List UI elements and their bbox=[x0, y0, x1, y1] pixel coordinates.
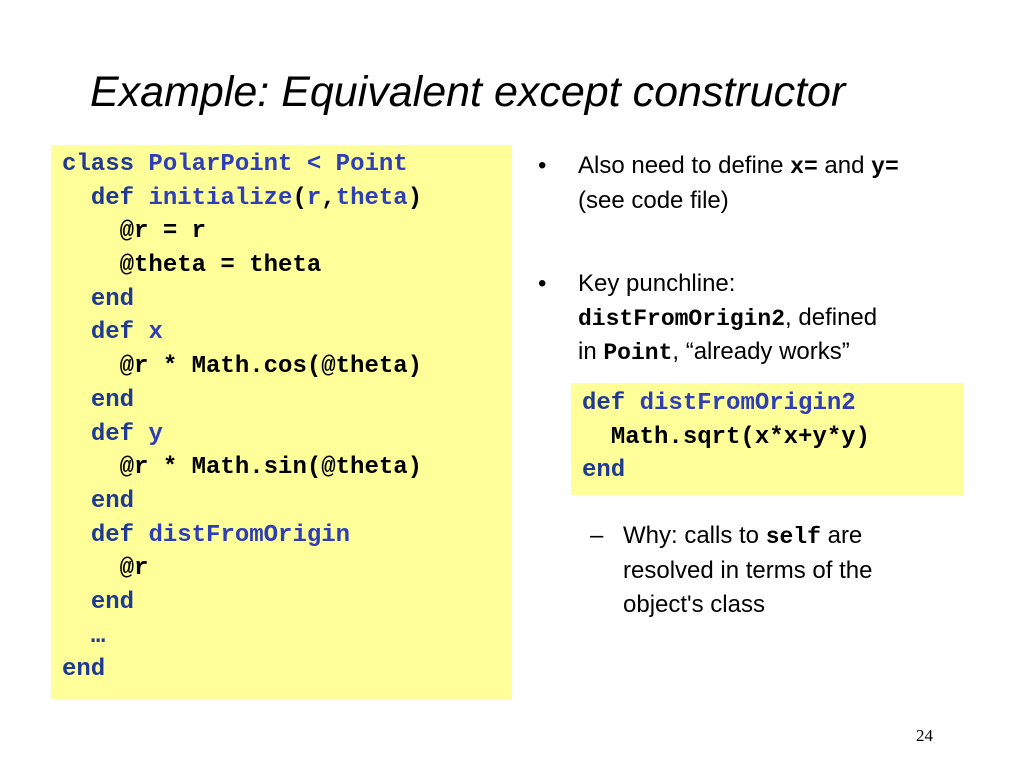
code-keyword: end bbox=[90, 487, 135, 515]
slide-title: Example: Equivalent except constructor bbox=[90, 68, 846, 116]
code-line bbox=[62, 586, 512, 620]
inline-code: Point bbox=[603, 340, 673, 366]
code-keyword: end bbox=[62, 656, 106, 684]
code-line bbox=[582, 387, 964, 421]
code-text: @r = r bbox=[119, 218, 207, 246]
code-line bbox=[62, 451, 512, 485]
code-ellipsis: … bbox=[90, 622, 106, 650]
code-method-name: y bbox=[148, 420, 163, 448]
code-line bbox=[62, 316, 512, 350]
bullet-text: , defined bbox=[785, 304, 878, 331]
code-arg: theta bbox=[335, 184, 408, 212]
code-text: @r * Math.cos(@theta) bbox=[119, 353, 423, 381]
bullet-text: Why: calls to bbox=[623, 522, 766, 549]
bullet-line bbox=[623, 519, 862, 554]
code-method-name: initialize bbox=[148, 184, 293, 212]
bullet-text: are bbox=[820, 522, 863, 549]
bullet-line: object's class bbox=[623, 591, 765, 618]
code-keyword: class bbox=[62, 151, 135, 178]
bullet-text: , “already works” bbox=[672, 338, 850, 365]
code-text: @r * Math.sin(@theta) bbox=[119, 454, 423, 482]
code-punct: ( bbox=[292, 184, 307, 212]
code-keyword: def bbox=[90, 420, 135, 448]
bullet-mark: • bbox=[538, 270, 547, 297]
code-keyword: def bbox=[90, 184, 135, 212]
code-keyword: end bbox=[90, 588, 135, 616]
code-punct: ) bbox=[407, 184, 423, 212]
inline-code: self bbox=[765, 524, 821, 550]
inline-code: distFromOrigin2 bbox=[578, 306, 786, 332]
polarpoint-code-block bbox=[51, 145, 512, 699]
bullet-text: in bbox=[578, 338, 604, 365]
code-line bbox=[62, 148, 512, 182]
bullet-text: and bbox=[817, 152, 872, 179]
code-line bbox=[62, 249, 512, 283]
bullet-line: Key punchline: bbox=[578, 270, 736, 297]
bullet-line bbox=[578, 301, 877, 336]
code-line bbox=[582, 421, 964, 455]
code-line bbox=[62, 283, 512, 317]
code-keyword: end bbox=[90, 386, 135, 414]
bullet-text: Also need to define bbox=[578, 152, 791, 179]
distfromorigin2-code-block bbox=[571, 383, 964, 495]
code-line bbox=[62, 519, 512, 553]
code-line bbox=[62, 215, 512, 249]
code-text: @theta = theta bbox=[119, 252, 322, 280]
code-keyword: def bbox=[582, 390, 626, 417]
code-keyword: end bbox=[90, 285, 135, 313]
code-punct: , bbox=[321, 184, 336, 212]
inline-code: x= bbox=[790, 154, 818, 180]
bullet-mark: • bbox=[538, 152, 547, 179]
code-keyword: def bbox=[90, 521, 135, 549]
code-line bbox=[62, 552, 512, 586]
code-text: Math.sqrt(x*x+y*y) bbox=[610, 423, 871, 451]
code-line bbox=[62, 653, 512, 687]
code-line bbox=[62, 350, 512, 384]
bullet-line: (see code file) bbox=[578, 187, 729, 214]
code-line bbox=[62, 418, 512, 452]
sub-bullet-mark: – bbox=[590, 522, 604, 549]
code-method-name: distFromOrigin2 bbox=[639, 390, 856, 417]
code-method-name: distFromOrigin bbox=[148, 521, 351, 549]
inline-code: y= bbox=[871, 154, 899, 180]
code-line bbox=[62, 620, 512, 654]
bullet-line: resolved in terms of the bbox=[623, 557, 873, 584]
code-keyword: def bbox=[90, 319, 135, 347]
code-line bbox=[62, 485, 512, 519]
code-arg: r bbox=[306, 184, 322, 212]
code-method-name: x bbox=[148, 319, 163, 347]
code-class-name: PolarPoint bbox=[148, 151, 293, 178]
bullet-line bbox=[578, 335, 850, 370]
code-keyword: end bbox=[582, 457, 626, 485]
code-superclass: < Point bbox=[306, 151, 408, 178]
code-line bbox=[62, 182, 512, 216]
page-number: 24 bbox=[916, 726, 933, 745]
code-line bbox=[62, 384, 512, 418]
bullet-line bbox=[578, 149, 899, 184]
code-text: @r bbox=[119, 555, 149, 583]
code-line bbox=[582, 454, 964, 488]
